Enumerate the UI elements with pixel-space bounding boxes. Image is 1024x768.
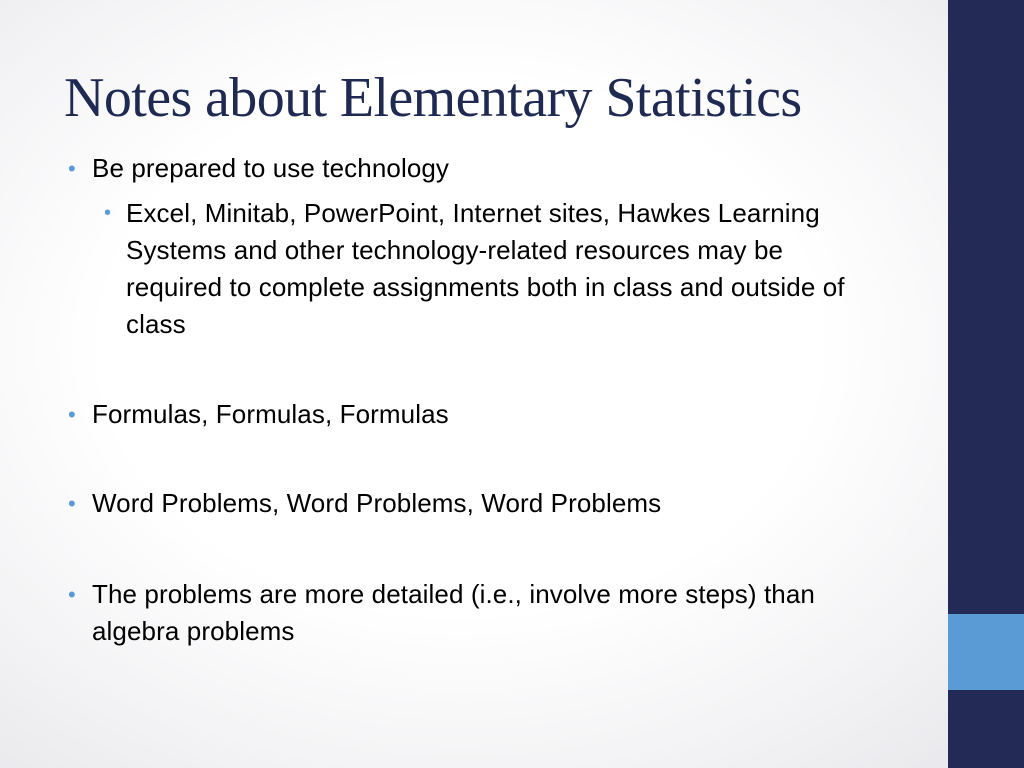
bullet-text: Be prepared to use technology	[92, 153, 450, 183]
bullet-text: Formulas, Formulas, Formulas	[92, 399, 449, 429]
bullet-dot-icon: •	[68, 582, 76, 607]
bullet-item	[68, 485, 932, 522]
bullet-dot-icon: •	[68, 402, 76, 427]
bullet-dot-icon: •	[68, 491, 76, 516]
bullet-item	[68, 396, 932, 433]
sub-bullet-text: Excel, Minitab, PowerPoint, Internet sites, Hawkes Learning Systems and other technology-related resources may be required to complete assignments both in class and outside of class	[126, 198, 845, 339]
bullet-dot-icon: •	[68, 156, 76, 181]
sub-bullet-item	[104, 195, 886, 343]
slide-title: Notes about Elementary Statistics	[64, 67, 802, 129]
bullet-item	[68, 576, 832, 650]
side-accent-block	[948, 614, 1024, 690]
bullet-item	[68, 150, 932, 187]
bullet-text: Word Problems, Word Problems, Word Problems	[92, 488, 662, 518]
bullet-text: The problems are more detailed (i.e., involve more steps) than algebra problems	[92, 579, 815, 646]
sub-bullet-dot-icon: •	[104, 202, 112, 224]
